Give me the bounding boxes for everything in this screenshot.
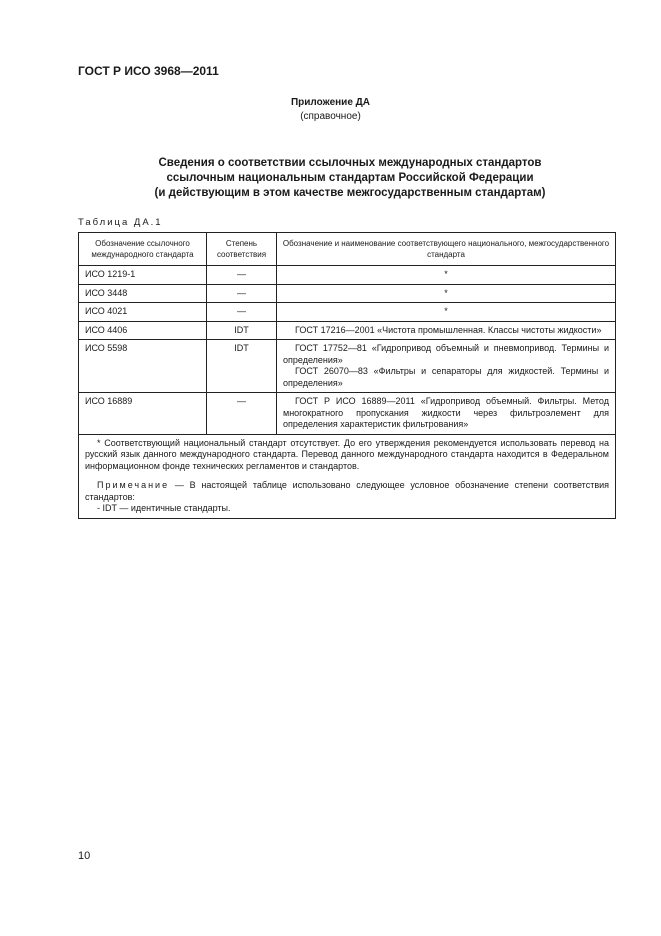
table-row — [79, 321, 616, 340]
table-row — [79, 393, 616, 435]
table-row — [79, 284, 616, 303]
national-standard-entry: ГОСТ Р ИСО 16889—2011 «Гидропривод объемный. Фильтры. Метод многократного пропускания жидкости через фильтроэлемент для определения характеристик фильтрования» — [283, 396, 609, 429]
table-row — [79, 266, 616, 285]
cell-degree: IDT — [207, 321, 277, 340]
cell-national — [277, 321, 616, 340]
page-number: 10 — [78, 850, 91, 862]
cell-international: ИСО 3448 — [79, 284, 207, 303]
header-degree: Степень соответствия — [207, 233, 277, 266]
cell-national: * — [277, 303, 616, 322]
cell-national — [277, 340, 616, 393]
cell-international: ИСО 4406 — [79, 321, 207, 340]
footnote-text: * Соответствующий национальный стандарт отсутствует. До его утверждения рекомендуется использовать перевод на русский язык данного международного стандарта. Перевод данного международного стандарта находится в Федеральном информационном фонде технических регламентов и стандартов. — [85, 437, 609, 471]
cell-international: ИСО 16889 — [79, 393, 207, 435]
heading-line-1: Сведения о соответствии ссылочных международных стандартов — [158, 157, 542, 169]
cell-national: * — [277, 284, 616, 303]
note-text: — В настоящей таблице использовано следующее условное обозначение степени соответствия стандартов: — [85, 480, 609, 502]
cell-international: ИСО 4021 — [79, 303, 207, 322]
heading-line-2: ссылочным национальным стандартам Российской Федерации — [166, 172, 534, 184]
appendix-subtitle: (справочное) — [300, 111, 361, 122]
cell-degree: IDT — [207, 340, 277, 393]
table-header-row — [79, 233, 616, 266]
national-standard-entry: ГОСТ 26070—83 «Фильтры и сепараторы для жидкостей. Термины и определения» — [283, 366, 609, 388]
cell-degree: — — [207, 284, 277, 303]
document-id: ГОСТ Р ИСО 3968—2011 — [78, 64, 219, 78]
cell-international: ИСО 5598 — [79, 340, 207, 393]
cell-degree: — — [207, 393, 277, 435]
section-heading — [60, 156, 640, 201]
header-national-standard: Обозначение и наименование соответствующего национального, межгосударственного стандарта — [277, 233, 616, 266]
header-international-standard: Обозначение ссылочного международного стандарта — [79, 233, 207, 266]
appendix-header — [0, 96, 661, 124]
table-row — [79, 340, 616, 393]
table-caption: Таблица ДА.1 — [78, 217, 163, 228]
appendix-title: Приложение ДА — [290, 97, 371, 108]
cell-national — [277, 393, 616, 435]
cell-degree: — — [207, 303, 277, 322]
note-label: Примечание — [97, 480, 170, 490]
standards-table — [78, 232, 616, 519]
national-standard-entry: ГОСТ 17752—81 «Гидропривод объемный и пневмопривод. Термины и определения» — [283, 343, 609, 365]
table-row — [79, 303, 616, 322]
cell-national: * — [277, 266, 616, 285]
note-paragraph — [85, 480, 609, 503]
cell-international: ИСО 1219-1 — [79, 266, 207, 285]
table-notes — [79, 434, 616, 518]
table-notes-row — [79, 434, 616, 518]
note-item: - IDT — идентичные стандарты. — [97, 503, 231, 513]
heading-line-3: (и действующим в этом качестве межгосударственным стандартам) — [154, 187, 546, 199]
national-standard-entry: ГОСТ 17216—2001 «Чистота промышленная. Классы чистоты жидкости» — [295, 324, 602, 335]
cell-degree: — — [207, 266, 277, 285]
